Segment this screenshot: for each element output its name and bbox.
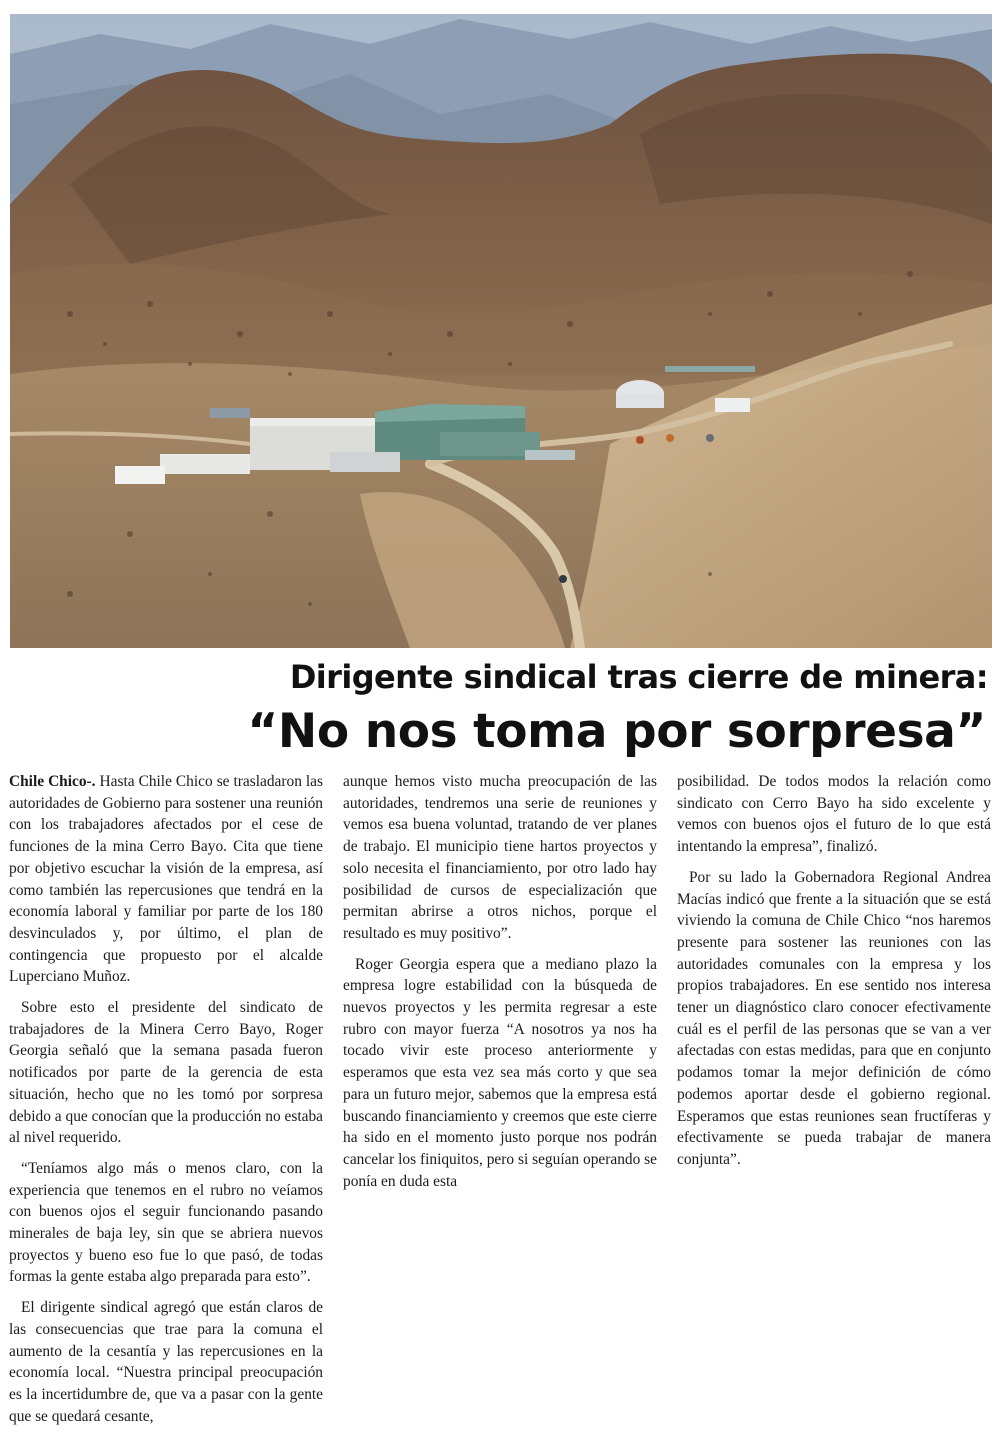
article-photo [10, 14, 992, 648]
article-paragraph: Por su lado la Gobernadora Regional Andrea Macías indicó que frente a la situación que se está viviendo la comuna de Chile Chico “nos haremos presente para sostener las reuniones con las autoridades comunales con la empresa y los propios trabajadores. En ese sentido nos interesa tener un diagnóstico claro conocer efectivamente cuál es el perfil de las personas que se van a ver afectadas con estas medidas, para que en conjunto podamos tomar la mejor definición de cómo podemos aportar desde el gobierno regional. Esperamos que estas reuniones sean fructíferas y efectivamente se pueda trabajar de manera conjunta”. [677, 868, 991, 1168]
article-paragraph: “Teníamos algo más o menos claro, con la experiencia que tenemos en el rubro no veíamos con buenos ojos el seguir funcionando pasando minerales de baja ley, sin que se abriera nuevos proyectos y bueno eso fue lo que pasó, de todas formas la gente estaba algo preparada para esto”. [9, 1159, 323, 1286]
mine-landscape-photo [10, 14, 992, 648]
article-paragraph: posibilidad. De todos modos la relación como sindicato con Cerro Bayo ha sido excelente y vemos con buenos ojos el futuro de lo que está intentando la empresa”, finalizó. [677, 773, 991, 856]
article-kicker: Dirigente sindical tras cierre de minera: [289, 658, 988, 696]
article-paragraph: El dirigente sindical agregó que están claros de las consecuencias que trae para la comuna el aumento de la cesantía y las repercusiones en la economía local. “Nuestra principal preocupación es la incertidumbre de, que va a pasar con la gente que se quedará cesante, [9, 1299, 323, 1425]
article-headline: “No nos toma por sorpresa” [247, 704, 986, 759]
article-column-2 [343, 771, 657, 1192]
article-paragraph: Roger Georgia espera que a mediano plazo la empresa logre estabilidad con la búsqueda de nuevos proyectos y les permita regresar a este rubro con mayor fuerza “A nosotros ya nos ha tocado vivir este proceso anteriormente y esperamos que esta vez sea más corto y que sea para un futuro mejor, sabemos que la empresa está buscando financiamiento y creemos que este cierre ha sido en el momento justo porque nos podrán cancelar los finiquitos, pero si seguían operando se ponía en duda esta [343, 955, 657, 1190]
article-dateline: Chile Chico-. [9, 773, 96, 790]
article-paragraph: aunque hemos visto mucha preocupación de las autoridades, tendremos una serie de reuniones y vemos esa buena voluntad, tratando de ver planes de trabajo. El municipio tiene hartos proyectos y solo necesita el financiamiento, por otro lado hay posibilidad de cursos de especialización que permitan abrirse a otros nichos, porque el resultado es muy positivo”. [343, 773, 657, 942]
article-paragraph: Sobre esto el presidente del sindicato de trabajadores de la Minera Cerro Bayo, Roger Georgia señaló que la semana pasada fueron notificados por parte de la gerencia de esta situación, hecho que no les tomó por sorpresa debido a que conocían que la producción no estaba al nivel requerido. [9, 999, 323, 1147]
article-paragraph: Chile Chico-. Hasta Chile Chico se trasladaron las autoridades de Gobierno para sostener una reunión con los trabajadores afectados por el cese de funciones de la mina Cerro Bayo. Cita que tiene por objetivo escuchar la visión de la empresa, así como también las repercusiones que tendrá en la economía laboral y familiar por parte de los 180 desvinculados y, por último, el plan de contingencia que propuesto por el alcalde Luperciano Muñoz. [9, 773, 323, 986]
article-column-1 [9, 771, 323, 1427]
article-column-3 [677, 771, 991, 1171]
